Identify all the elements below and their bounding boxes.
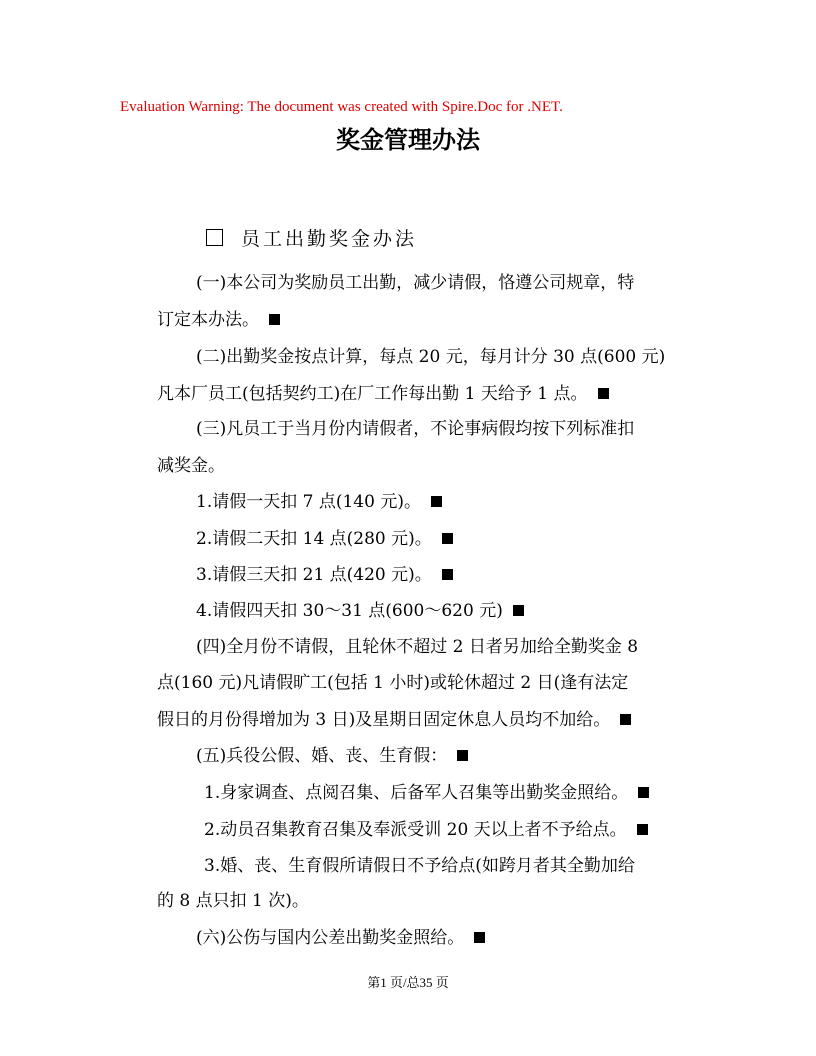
list-item: 4.请假四天扣 30～31 点(600～620 元) [196, 596, 524, 621]
section-heading [206, 224, 417, 251]
paragraph-line: (六)公伤与国内公差出勤奖金照给。 [196, 923, 485, 948]
end-mark-icon [457, 750, 468, 761]
end-mark-icon [442, 569, 453, 580]
evaluation-warning: Evaluation Warning: The document was created with Spire.Doc for .NET. [120, 99, 563, 115]
paragraph-line: (一)本公司为奖励员工出勤，减少请假，恪遵公司规章，特 [196, 273, 635, 293]
page-footer: 第1 页/总35 页 [367, 975, 449, 990]
paragraph-line: 假日的月份得增加为 3 日)及星期日固定休息人员均不加给。 [157, 705, 631, 730]
end-mark-icon [474, 932, 485, 943]
paragraph-line: 点(160 元)凡请假旷工(包括 1 小时)或轮休超过 2 日(逢有法定 [157, 673, 629, 693]
paragraph-line: (四)全月份不请假，且轮休不超过 2 日者另加给全勤奖金 8 [196, 637, 639, 657]
list-item: 2.请假二天扣 14 点(280 元)。 [196, 524, 453, 549]
checkbox-icon [206, 229, 223, 246]
end-mark-icon [638, 787, 649, 798]
section-heading-text: 员工出勤奖金办法 [241, 228, 418, 250]
list-item: 2.动员召集教育召集及奉派受训 20 天以上者不予给点。 [204, 815, 648, 840]
list-item: 3.请假三天扣 21 点(420 元)。 [196, 560, 453, 585]
list-item: 3.婚、丧、生育假所请假日不予给点(如跨月者其全勤加给 [204, 856, 635, 876]
paragraph-line: (二)出勤奖金按点计算，每点 20 元，每月计分 30 点(600 元) [196, 347, 666, 367]
end-mark-icon [431, 496, 442, 507]
end-mark-icon [637, 824, 648, 835]
end-mark-icon [620, 714, 631, 725]
paragraph-line: 减奖金。 [157, 456, 225, 476]
end-mark-icon [269, 314, 280, 325]
list-item: 1.请假一天扣 7 点(140 元)。 [196, 487, 442, 512]
list-item: 的 8 点只扣 1 次)。 [157, 891, 309, 911]
paragraph-line: (三)凡员工于当月份内请假者，不论事病假均按下列标准扣 [196, 419, 635, 439]
paragraph-line: 订定本办法。 [157, 305, 280, 330]
document-title: 奖金管理办法 [336, 125, 480, 154]
paragraph-line: 凡本厂员工(包括契约工)在厂工作每出勤 1 天给予 1 点。 [157, 379, 609, 404]
paragraph-line: (五)兵役公假、婚、丧、生育假： [196, 741, 468, 766]
end-mark-icon [598, 388, 609, 399]
end-mark-icon [442, 533, 453, 544]
end-mark-icon [513, 605, 524, 616]
list-item: 1.身家调查、点阅召集、后备军人召集等出勤奖金照给。 [204, 778, 649, 803]
